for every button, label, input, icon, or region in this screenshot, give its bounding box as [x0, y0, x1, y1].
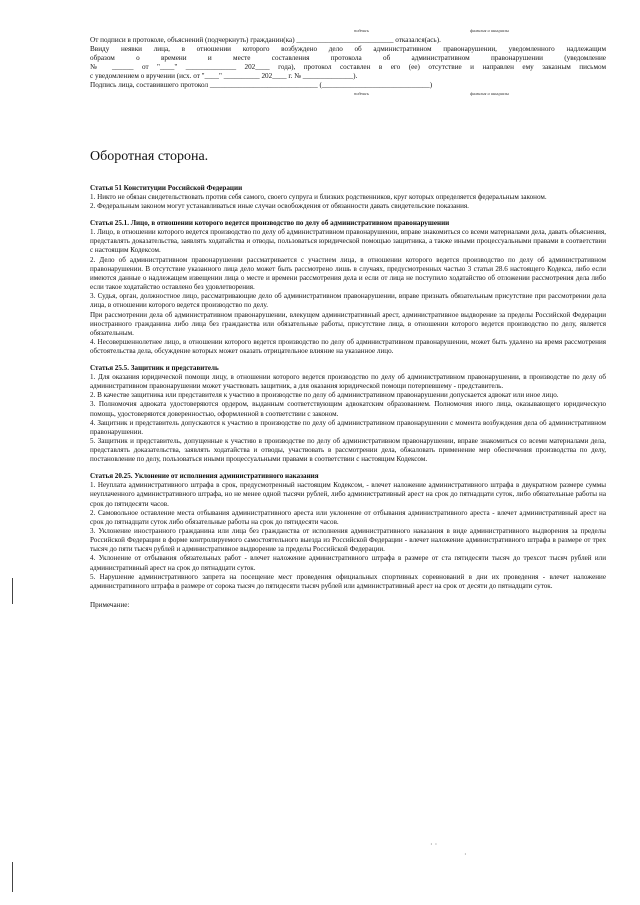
paragraph: 5. Защитник и представитель, допущенные к участию в производстве по делу об административном правонарушении, вправе знакомиться со всеми материалами дела, представлять доказательства, заявлять ходатайства и отводы, участвовать в рассмотрении дела, обжаловать применение мер обеспечения производства по делу, постановление по делу, пользоваться иными процессуальными правами в соответствии с настоящим Кодексом.	[90, 437, 606, 464]
paragraph: 3. Полномочия адвоката удостоверяются ордером, выданным соответствующим адвокатским образованием. Полномочия иного лица, оказывающего юридическую помощь, удостоверяются доверенностью, оформленной в соответствии с законом.	[90, 400, 606, 418]
scan-speck: · ·	[430, 840, 438, 849]
paragraph: 2. В качестве защитника или представителя к участию в производстве по делу об административном правонарушении допускается адвокат или иное лицо.	[90, 391, 559, 400]
paragraph: 3. Судья, орган, должностное лицо, рассматривающие дело об административном правонарушении, вправе признать обязательным присутствие при рассмотрении дела лица, в отношении которого ведется производство по делу.	[90, 292, 606, 310]
section-title: Статья 20.25. Уклонение от исполнения административного наказания	[90, 472, 319, 481]
fio-caption: фамилия и инициалы	[470, 28, 509, 33]
signature-caption: подпись	[354, 28, 369, 33]
notes-label: Примечание:	[90, 601, 130, 610]
paragraph: 1. Для оказания юридической помощи лицу, в отношении которого ведется производство по делу об административном правонарушении, в производстве по делу об административном правонарушении может участвовать защитник, а для оказания юридической помощи потерпевшему - представитель.	[90, 372, 606, 391]
protocol-footer-block	[90, 36, 606, 90]
scan-edge-mark	[12, 578, 13, 604]
absence-line-2: образом о времени и месте составления протокола об административном правонарушении (уведомление	[90, 54, 606, 62]
paragraph: 4. Защитник и представитель допускаются к участию в производстве по делу об административном правонарушении с момента возбуждения дела об административном правонарушении.	[90, 418, 606, 436]
absence-line-3: № ______ от "____" ______________ 202____ года), протокол составлен в его (ее) отсутствие и направлен ему заказным письмом	[90, 63, 606, 71]
signature-caption-2: подпись	[354, 91, 369, 96]
section-title: Статья 51 Конституции Российской Федерации	[90, 184, 243, 192]
paragraph: 4. Несовершеннолетнее лицо, в отношении которого ведется производство по делу об административном правонарушении, может быть удалено на время рассмотрения обстоятельства дела, обсуждение которых может оказать отрицательное влияние на указанное лицо.	[90, 338, 606, 356]
paragraph: 1. Неуплата административного штрафа в срок, предусмотренный настоящим Кодексом, - влечет наложение административного штрафа в двукратном размере суммы неуплаченного административного штрафа, но не менее одной тысячи рублей, либо административный арест на срок до пятнадцати суток, либо обязательные работы на срок до пятидесяти часов.	[90, 481, 606, 508]
paragraph: 2. Самовольное оставление места отбывания административного ареста или уклонение от отбывания административного ареста - влечет административный арест на срок до пятнадцати суток либо обязательные работы на срок до пятидесяти часов.	[90, 508, 606, 526]
document-body	[90, 184, 606, 610]
paragraph: 1. Лицо, в отношении которого ведется производство по делу об административном правонарушении, вправе знакомиться со всеми материалами дела, давать объяснения, представлять доказательства, заявлять ходатайства и отводы, пользоваться юридической помощью защитника, а также иными процессуальными правами в соответствии с настоящим Кодексом.	[90, 228, 606, 255]
paragraph: 4. Уклонение от отбывания обязательных работ - влечет наложение административного штрафа в размере от ста пятидесяти тысяч до трехсот тысяч рублей или административный арест на срок до пятнадцати суток.	[90, 554, 606, 572]
paragraph: 2. Дело об административном правонарушении рассматривается с участием лица, в отношении которого ведется производство по делу об административном правонарушении. В отсутствие указанного лица дело может быть рассмотрено лишь в случаях, предусмотренных частью 3 статьи 28.6 настоящего Кодекса, либо если имеются данные о надлежащем извещении лица о месте и времени рассмотрения дела и если от лица не поступило ходатайство об отложении рассмотрения дела либо если такое ходатайство оставлено без удовлетворения.	[90, 255, 606, 292]
paragraph: 1. Никто не обязан свидетельствовать против себя самого, своего супруга и близких родственников, круг которых определяется федеральным законом.	[90, 193, 547, 202]
absence-line-4: с уведомлением о вручении (исх. от "____" __________ 202____ г. № ______________).	[90, 72, 358, 80]
section-title: Статья 25.5. Защитник и представитель	[90, 363, 219, 372]
section-article-51	[90, 184, 606, 211]
fio-caption-2: фамилия и инициалы	[470, 91, 509, 96]
absence-line-1: Ввиду неявки лица, в отношении которого возбуждено дело об административном правонарушении, уведомленного надлежащим	[90, 45, 606, 53]
page-title: Оборотная сторона.	[90, 149, 209, 164]
paragraph: 3. Уклонение иностранного гражданина или лица без гражданства от исполнения административного наказания в виде административного выдворения за пределы Российской Федерации в форме контролируемого самостоятельного выезда из Российской Федерации - влечет наложение административного штрафа в размере от трех тысяч до пяти тысяч рублей и административное выдворение за пределы Российской Федерации.	[90, 526, 606, 554]
paragraph: 2. Федеральным законом могут устанавливаться иные случаи освобождения от обязанности давать свидетельские показания.	[90, 202, 469, 211]
scan-edge-mark	[12, 862, 13, 892]
section-article-20-25	[90, 472, 606, 591]
section-article-25-1	[90, 219, 606, 356]
refusal-line: От подписи в протоколе, объяснений (подчеркнуть) гражданин(ка) ___________________________ отказался(ась).	[90, 36, 441, 44]
author-signature-line: Подпись лица, составившего протокол ______________________________ (______________________________)	[90, 81, 433, 89]
paragraph: При рассмотрении дела об административном правонарушении, влекущем административный арест, административное выдворение за пределы Российской Федерации иностранного гражданина либо лица без гражданства или обязательные работы, присутствие лица, в отношении которого ведется производство по делу, является обязательным.	[90, 310, 606, 337]
scan-speck: ·	[464, 850, 467, 859]
section-article-25-5	[90, 364, 606, 465]
paragraph: 5. Нарушение административного запрета на посещение мест проведения официальных спортивных соревнований в дни их проведения - влечет наложение административного штрафа в размере от сорока тысяч до пятидесяти тысяч рублей или административный арест на срок от десяти до пятнадцати суток.	[90, 572, 606, 590]
section-title: Статья 25.1. Лицо, в отношении которого ведется производство по делу об административном правонарушении	[90, 218, 450, 227]
